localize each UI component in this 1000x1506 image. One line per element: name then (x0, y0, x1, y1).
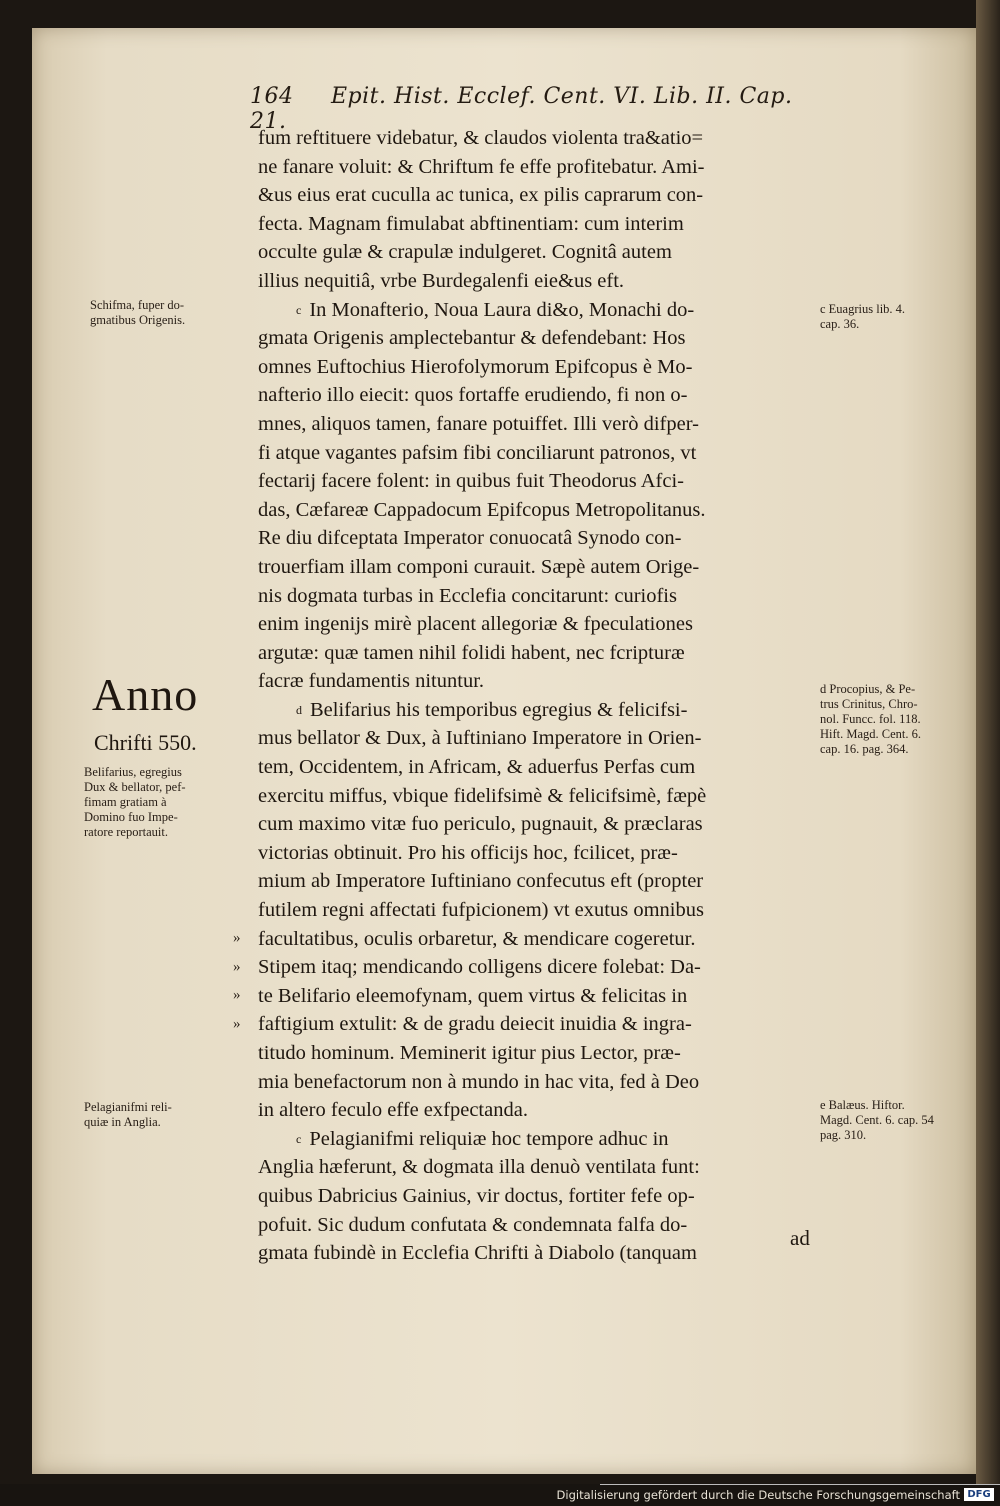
right-margin-note: c Euagrius lib. 4. cap. 36. (820, 302, 906, 331)
text-line: fi atque vagantes pafsim fibi conciliarunt patronos, vt (258, 441, 697, 464)
catchword: ad (790, 1226, 810, 1250)
footer-divider (600, 1484, 1000, 1485)
text-line: Re diu difceptata Imperator conuocatâ Synodo con- (258, 527, 682, 550)
text-line: $^c$ In Monafterio, Noua Laura di&o, Monachi do- (296, 298, 695, 321)
text-line: victorias obtinuit. Pro his officijs hoc, fcilicet, præ- (258, 841, 678, 864)
text-line: Anglia hæferunt, & dogmata illa denuò ventilata funt: (258, 1156, 700, 1179)
text-line: argutæ: quæ tamen nihil folidi habent, nec fcripturæ (258, 641, 685, 664)
footnote-mark: c (296, 1131, 302, 1146)
text-line: exercitu miffus, vbique fidelifsimè & felicifsimè, fæpè (258, 784, 707, 807)
text-line: mnes, aliquos tamen, fanare potuiffet. Illi verò difper- (258, 412, 699, 435)
text-line: titudo hominum. Meminerit igitur pius Lector, præ- (258, 1042, 681, 1064)
running-title: Epit. Hist. Ecclef. Cent. VI. Lib. II. Cap. 21. (250, 84, 793, 134)
quote-mark: » (233, 930, 241, 946)
text-line: illius nequitiâ, vrbe Burdegalenfi eie&us eft. (258, 269, 625, 292)
text-line: fecta. Magnam fimulabat abftinentiam: cum interim (258, 212, 684, 235)
year-subheading: Chrifti 550. (94, 730, 197, 755)
text-line: futilem regni affectati fufpicionem) vt exutus omnibus (258, 899, 704, 922)
book-spine-edge (976, 0, 1000, 1506)
left-margin-note: Belifarius, egregius Dux & bellator, pef- fimam gratiam à Domino fuo Impe- ratore reportauit. (84, 765, 186, 839)
text-line: enim ingenijs mirè placent allegoriæ & fpeculationes (258, 613, 693, 636)
text-line: nafterio illo eiecit: quos fortaffe erudiendo, fi non o- (258, 384, 688, 407)
left-margin-note: Pelagianifmi reli- quiæ in Anglia. (84, 1100, 172, 1129)
text-line: quibus Dabricius Gainius, vir doctus, fortiter fefe op- (258, 1184, 695, 1207)
quote-mark: » (233, 987, 241, 1004)
text-line: occulte gulæ & crapulæ indulgeret. Cognitâ autem (258, 241, 672, 264)
text-line: das, Cæfareæ Cappadocum Epifcopus Metropolitanus. (258, 498, 706, 521)
text-line: te Belifario eleemofynam, quem virtus & felicitas in (258, 984, 688, 1007)
text-line: gmata Origenis amplectebantur & defendebant: Hos (258, 327, 686, 350)
main-text (258, 124, 818, 1268)
quote-mark: » (233, 1015, 241, 1032)
dfg-logo: DFG (964, 1488, 994, 1501)
text-line: gmata fubindè in Ecclefia Chrifti à Diabolo (tanquam (258, 1242, 697, 1265)
text-line: mus bellator & Dux, à Iuftiniano Imperatore in Orien- (258, 727, 702, 750)
text-line: fectarij facere folent: in quibus fuit Theodorus Afci- (258, 470, 684, 493)
text-line: pofuit. Sic dudum confutata & condemnata falfa do- (258, 1213, 688, 1236)
text-line: mium ab Imperatore Iuftiniano confecutus eft (propter (258, 870, 704, 893)
right-margin-note: e Balæus. Hiftor. Magd. Cent. 6. cap. 54 pag. 310. (820, 1098, 934, 1142)
text-line: cum maximo vitæ fuo periculo, pugnauit, & præclaras (258, 813, 703, 836)
text-line: Stipem itaq; mendicando colligens dicere folebat: Da- (258, 956, 701, 979)
text-line: ne fanare voluit: & Chriftum fe effe profitebatur. Ami- (258, 155, 705, 178)
text-line: facræ fundamentis nituntur. (258, 670, 485, 693)
text-line: $^c$ Pelagianifmi reliquiæ hoc tempore adhuc in (296, 1127, 669, 1150)
text-line: omnes Euftochius Hierofolymorum Epifcopus è Mo- (258, 355, 693, 378)
text-line: fum reftituere videbatur, & claudos violenta tra&atio= (258, 127, 704, 149)
text-line: tem, Occidentem, in Africam, & aduerfus Perfas cum (258, 756, 696, 779)
digitization-footer (0, 1484, 1000, 1506)
text-line: nis dogmata turbas in Ecclefia concitarunt: curiofis (258, 584, 677, 607)
text-line: &us eius erat cuculla ac tunica, ex pilis caprarum con- (258, 184, 704, 207)
footnote-mark: d (296, 702, 302, 717)
quote-mark: » (233, 958, 241, 975)
year-heading: Anno (92, 669, 199, 720)
text-line: $^d$ Belifarius his temporibus egregius & felicifsi- (296, 698, 688, 721)
footnote-mark: c (296, 302, 302, 317)
right-margin-note: d Procopius, & Pe- trus Crinitus, Chro- nol. Funcc. fol. 118. Hift. Magd. Cent. 6. cap. 16. pag. 364. (820, 682, 922, 756)
text-line: facultatibus, oculis orbaretur, & mendicare cogeretur. (258, 927, 696, 950)
page-number: 164 (250, 84, 294, 109)
text-line: mia benefactorum non à mundo in hac vita, fed à Deo (258, 1070, 700, 1093)
quotation-marks (233, 924, 241, 1038)
text-line: in altero feculo effe exfpectanda. (258, 1099, 528, 1122)
left-margin-note: Schifma, fuper do- gmatibus Origenis. (90, 298, 186, 327)
footer-credit: Digitalisierung gefördert durch die Deutsche Forschungsgemeinschaft (556, 1488, 960, 1502)
text-line: trouerfiam illam componi curauit. Sæpè autem Orige- (258, 555, 700, 578)
text-line: faftigium extulit: & de gradu deiecit inuidia & ingra- (258, 1013, 692, 1036)
